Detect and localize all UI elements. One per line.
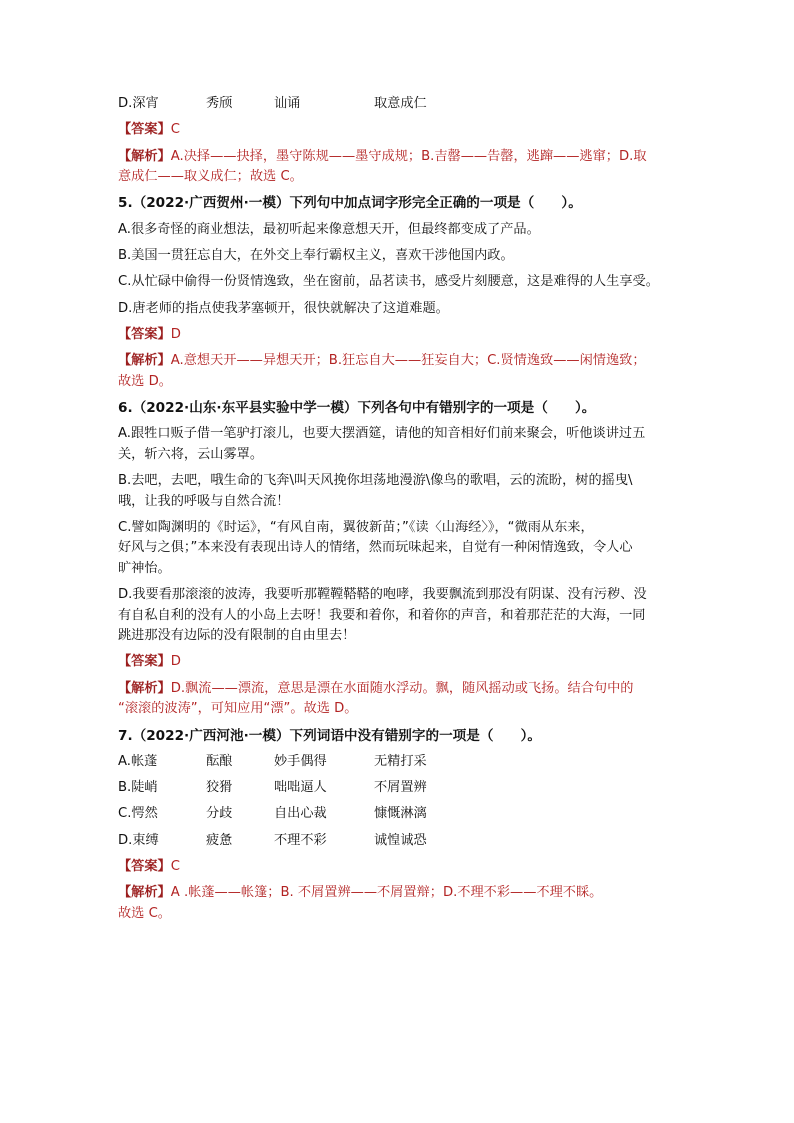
q7-analysis-line-2: 故选 C。 bbox=[118, 905, 171, 921]
answer-label: 【答案】 bbox=[118, 122, 171, 138]
q6-analysis-line-1 bbox=[118, 679, 678, 699]
word: A.帐蓬 bbox=[118, 753, 158, 769]
q4-answer bbox=[118, 120, 678, 140]
word: 狡猾 bbox=[206, 780, 233, 796]
word: B.陡峭 bbox=[118, 780, 158, 796]
answer-label: 【答案】 bbox=[118, 859, 171, 875]
word: C.愕然 bbox=[118, 806, 158, 822]
q6-option-b-1: B.去吧，去吧，哦生命的飞奔\叫天风挽你坦荡地漫游\像鸟的歌唱，云的流盼，树的摇曳\ bbox=[118, 473, 633, 489]
word: 不屑置辨 bbox=[374, 780, 427, 796]
q7-option-d bbox=[118, 831, 678, 851]
answer-value: D bbox=[170, 654, 181, 670]
word: 诚惶诚恐 bbox=[374, 832, 427, 848]
word: 取意成仁 bbox=[374, 96, 427, 111]
q7-option-b bbox=[118, 778, 678, 798]
q6-option-d-2: 有自私自利的没有人的小岛上去呀！我要和着你，和着你的声音，和着那茫茫的大海，一同 bbox=[118, 607, 646, 623]
q5-option-c: C.从忙碌中偷得一份贤情逸致，坐在窗前，品茗读书，感受片刻腰意，这是难得的人生享受。 bbox=[118, 274, 659, 290]
q5-option-b: B.美国一贯狂忘自大，在外交上奉行霸权主义，喜欢干涉他国内政。 bbox=[118, 247, 514, 263]
answer-label: 【答案】 bbox=[118, 326, 171, 342]
q5-option-d: D.唐老师的指点使我茅塞顿开，很快就解决了这道难题。 bbox=[118, 300, 449, 316]
q6-option-a-1: A.跟牲口贩子借一笔驴打滚儿，也要大摆酒筵，请他的知音相好们前来聚会，听他谈讲过五 bbox=[118, 426, 646, 442]
word: 咄咄逼人 bbox=[274, 780, 327, 796]
q4-option-d bbox=[118, 94, 678, 114]
analysis-text: A.意想天开——异想天开；B.狂忘自大——狂妄自大；C.贤情逸致——闲情逸致； bbox=[170, 353, 646, 369]
word: 疲惫 bbox=[206, 832, 233, 848]
answer-label: 【答案】 bbox=[118, 654, 171, 670]
word: 不理不彩 bbox=[274, 832, 327, 848]
analysis-text: A.决择——抉择，墨守陈规——墨守成规；B.吉罄——告罄，逃蹿——逃窜；D.取 bbox=[170, 148, 647, 164]
q4-analysis-line-1 bbox=[118, 147, 678, 167]
answer-value: D bbox=[170, 326, 181, 342]
word: 讪诵 bbox=[274, 96, 301, 111]
q6-title: 6.（2022·山东·东平县实验中学一模）下列各句中有错别字的一项是（ ）。 bbox=[118, 399, 596, 416]
analysis-label: 【解析】 bbox=[118, 680, 171, 696]
q6-analysis-line-2: “滚滚的波涛”，可知应用“漂”。故选 D。 bbox=[118, 701, 358, 717]
document-page bbox=[118, 94, 678, 930]
q5-answer bbox=[118, 325, 678, 345]
analysis-label: 【解析】 bbox=[118, 148, 171, 164]
analysis-text: A .帐蓬——帐篷；B. 不屑置辨——不屑置辩；D.不理不彩——不理不睬。 bbox=[170, 885, 603, 901]
q6-option-c-1: C.譬如陶渊明的《时运》，“有风自南，翼彼新苗；”《读〈山海经〉》，“微雨从东来， bbox=[118, 519, 594, 535]
q7-title: 7.（2022·广西河池·一模）下列词语中没有错别字的一项是（ ）。 bbox=[118, 727, 542, 744]
analysis-label: 【解析】 bbox=[118, 885, 171, 901]
word: 无精打采 bbox=[374, 753, 427, 769]
q6-option-d-3: 跳进那没有边际的没有限制的自由里去！ bbox=[118, 628, 356, 644]
word: 妙手偶得 bbox=[274, 753, 327, 769]
analysis-text: D.飘流——漂流，意思是漂在水面随水浮动。飘，随风摇动或飞扬。结合句中的 bbox=[170, 680, 634, 696]
q7-option-c bbox=[118, 804, 678, 824]
q6-option-c-2: 好风与之俱；”本来没有表现出诗人的情绪，然而玩味起来，自觉有一种闲情逸致，令人心 bbox=[118, 540, 633, 556]
word: D.束缚 bbox=[118, 832, 159, 848]
q6-answer bbox=[118, 652, 678, 672]
q6-option-b-2: 哦，让我的呼吸与自然合流！ bbox=[118, 493, 290, 509]
q7-analysis-line-1 bbox=[118, 883, 678, 903]
q5-title: 5.（2022·广西贺州·一模）下列句中加点词字形完全正确的一项是（ ）。 bbox=[118, 195, 582, 212]
q5-analysis-line-1 bbox=[118, 351, 678, 371]
q7-option-a bbox=[118, 752, 678, 772]
q6-option-a-2: 关，斩六将，云山雾罩。 bbox=[118, 446, 264, 462]
q7-answer bbox=[118, 857, 678, 877]
answer-value: C bbox=[170, 122, 180, 138]
q6-option-d-1: D.我要看那滚滚的波涛，我要听那鞺鞺鞳鞳的咆哮，我要飘流到那没有阴谋、没有污秽、没 bbox=[118, 587, 647, 603]
word: 秀颀 bbox=[206, 96, 233, 111]
word: D.深宵 bbox=[118, 96, 159, 111]
q5-option-a: A.很多奇怪的商业想法，最初听起来像意想天开，但最终都变成了产品。 bbox=[118, 221, 540, 237]
analysis-label: 【解析】 bbox=[118, 353, 171, 369]
answer-value: C bbox=[170, 859, 180, 875]
word: 慷慨淋漓 bbox=[374, 806, 427, 822]
q4-analysis-line-2: 意成仁——取义成仁；故选 C。 bbox=[118, 169, 303, 185]
word: 自出心裁 bbox=[274, 806, 327, 822]
word: 分歧 bbox=[206, 806, 233, 822]
word: 酝酿 bbox=[206, 753, 233, 769]
q6-option-c-3: 旷神怡。 bbox=[118, 560, 171, 576]
q5-analysis-line-2: 故选 D。 bbox=[118, 373, 172, 389]
